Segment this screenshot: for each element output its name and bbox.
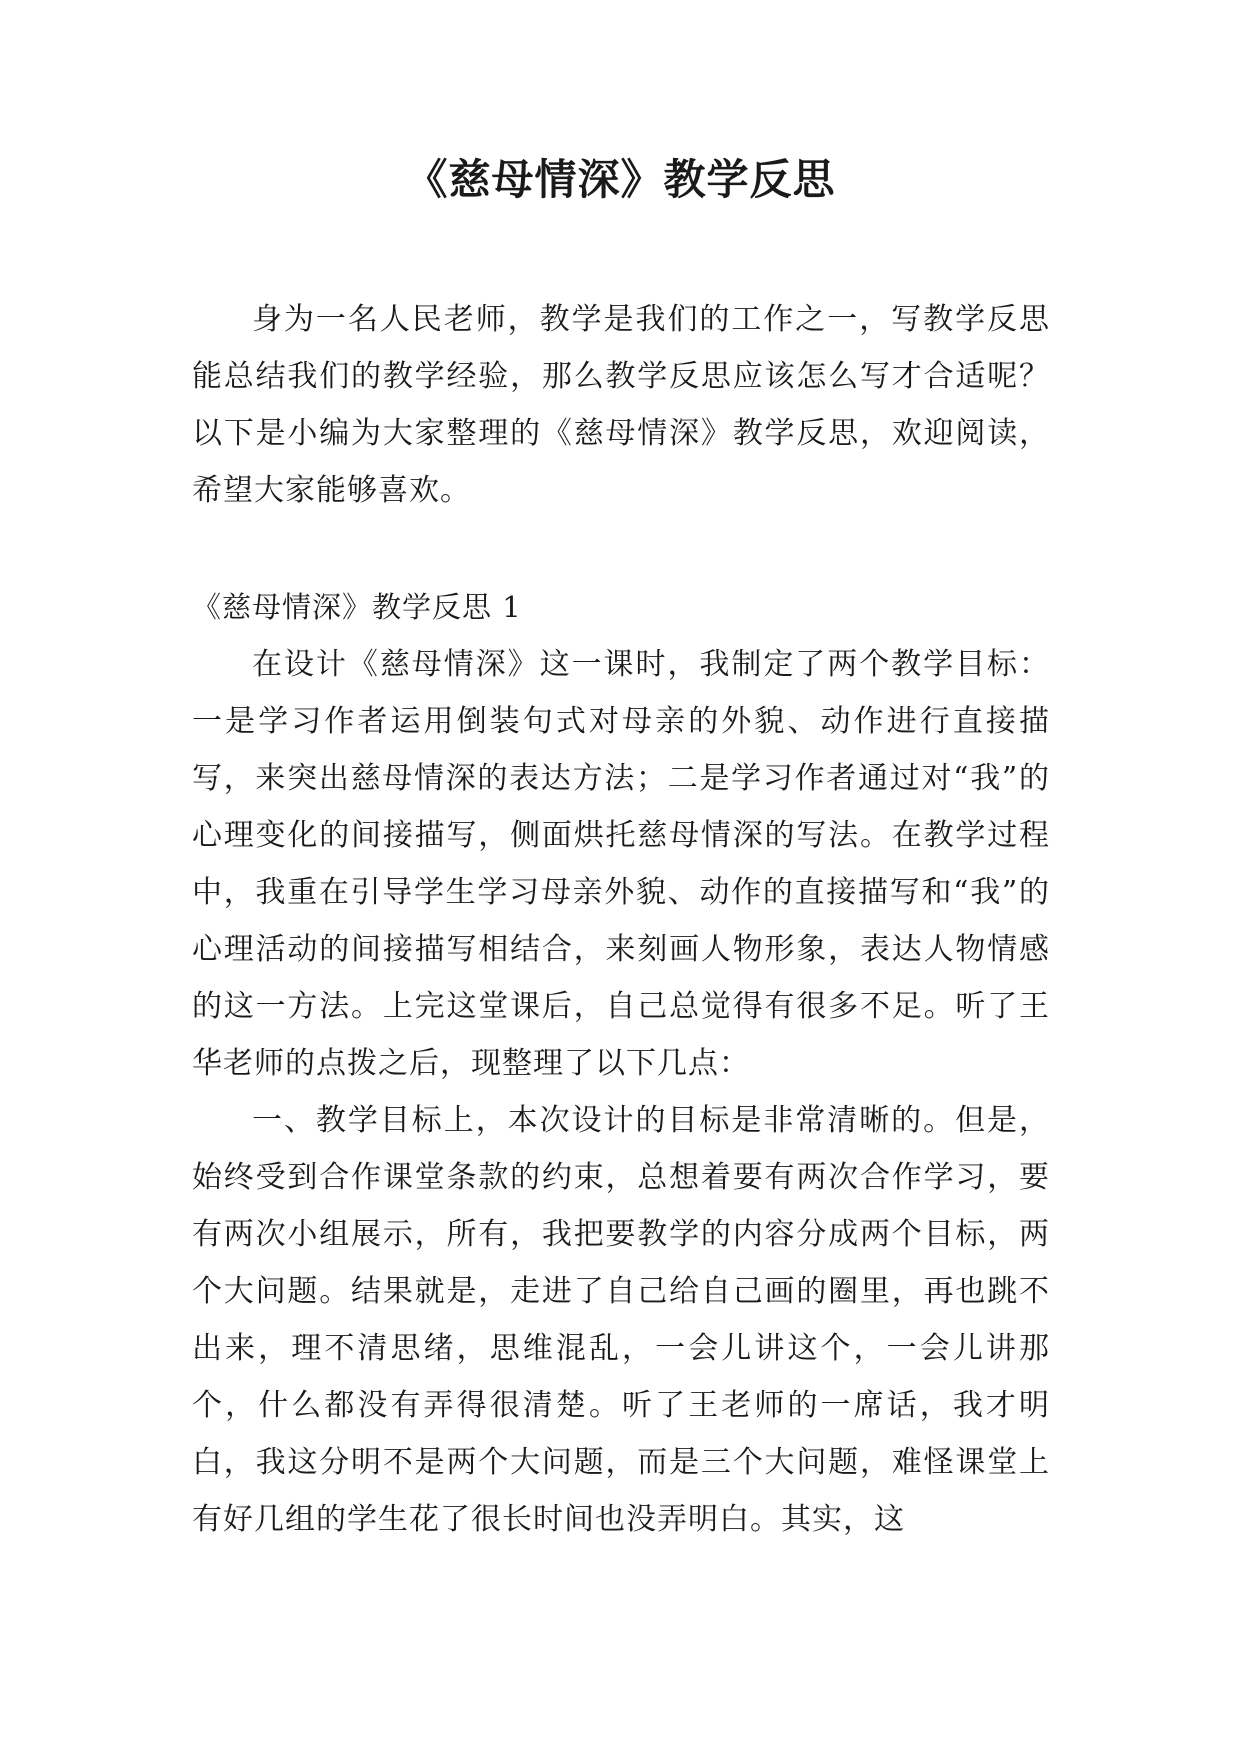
body-paragraph: 在设计《慈母情深》这一课时，我制定了两个教学目标：一是学习作者运用倒装句式对母亲的外貌、动作进行直接描写，来突出慈母情深的表达方法；二是学习作者通过对“我”的心理变化的间接描写，侧面烘托慈母情深的写法。在教学过程中，我重在引导学生学习母亲外貌、动作的直接描写和“我”的心理活动的间接描写相结合，来刻画人物形象，表达人物情感的这一方法。上完这堂课后，自己总觉得有很多不足。听了王华老师的点拨之后，现整理了以下几点： bbox=[192, 647, 1050, 1081]
section-body bbox=[192, 636, 1050, 1548]
body-paragraph: 一、教学目标上，本次设计的目标是非常清晰的。但是，始终受到合作课堂条款的约束，总想着要有两次合作学习，要有两次小组展示，所有，我把要教学的内容分成两个目标，两个大问题。结果就是，走进了自己给自己画的圈里，再也跳不出来，理不清思绪，思维混乱，一会儿讲这个，一会儿讲那个，什么都没有弄得很清楚。听了王老师的一席话，我才明白，我这分明不是两个大问题，而是三个大问题，难怪课堂上有好几组的学生花了很长时间也没弄明白。其实，这 bbox=[192, 1103, 1050, 1537]
document-title: 《慈母情深》教学反思 bbox=[405, 155, 836, 204]
intro-paragraph: 身为一名人民老师，教学是我们的工作之一，写教学反思能总结我们的教学经验，那么教学反思应该怎么写才合适呢？以下是小编为大家整理的《慈母情深》教学反思，欢迎阅读，希望大家能够喜欢。 bbox=[192, 302, 1050, 508]
section-heading: 《慈母情深》教学反思 1 bbox=[192, 590, 522, 624]
